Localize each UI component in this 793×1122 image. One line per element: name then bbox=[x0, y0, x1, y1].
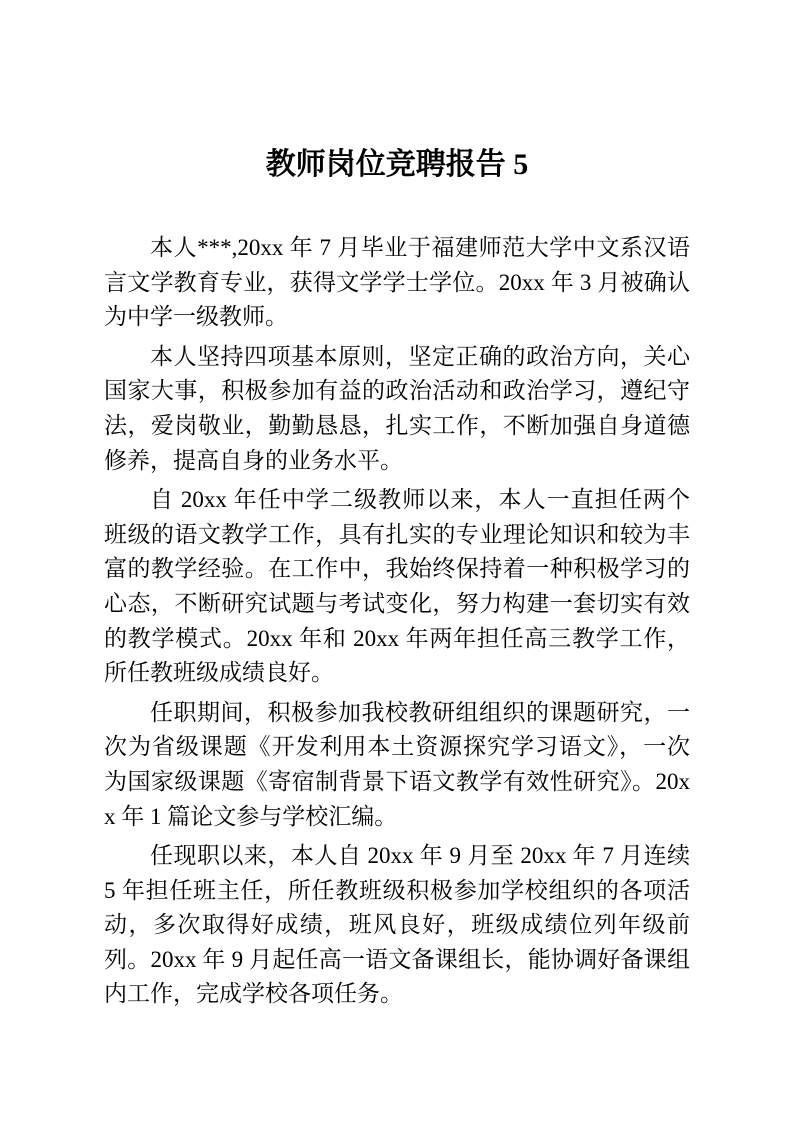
paragraph: 自 20xx 年任中学二级教师以来，本人一直担任两个班级的语文教学工作，具有扎实的专业理论知识和较为丰富的教学经验。在工作中，我始终保持着一种积极学习的心态，不断研究试题与考试变化，努力构建一套切实有效的教学模式。20xx 年和 20xx 年两年担任高三教学工作，所任教班级成绩良好。 bbox=[104, 487, 690, 686]
document-title: 教师岗位竞聘报告 5 bbox=[265, 148, 529, 181]
paragraph: 任职期间，积极参加我校教研组组织的课题研究，一次为省级课题《开发利用本土资源探究学习语文》，一次为国家级课题《寄宿制背景下语文教学有效性研究》。20xx 年 1 篇论文参与学校汇编。 bbox=[104, 699, 690, 829]
paragraph: 本人坚持四项基本原则，坚定正确的政治方向，关心国家大事，积极参加有益的政治活动和政治学习，遵纪守法，爱岗敬业，勤勤恳恳，扎实工作，不断加强自身道德修养，提高自身的业务水平。 bbox=[104, 343, 690, 473]
paragraph: 任现职以来，本人自 20xx 年 9 月至 20xx 年 7 月连续 5 年担任班主任，所任教班级积极参加学校组织的各项活动，多次取得好成绩，班风良好，班级成绩位列年级前列。20xx 年 9 月起任高一语文备课组长，能协调好备课组内工作，完成学校各项任务。 bbox=[104, 843, 691, 1007]
document-body bbox=[104, 231, 690, 1012]
paragraph: 本人***,20xx 年 7 月毕业于福建师范大学中文系汉语言文学教育专业，获得文学学士学位。20xx 年 3 月被确认为中学一级教师。 bbox=[104, 235, 690, 330]
